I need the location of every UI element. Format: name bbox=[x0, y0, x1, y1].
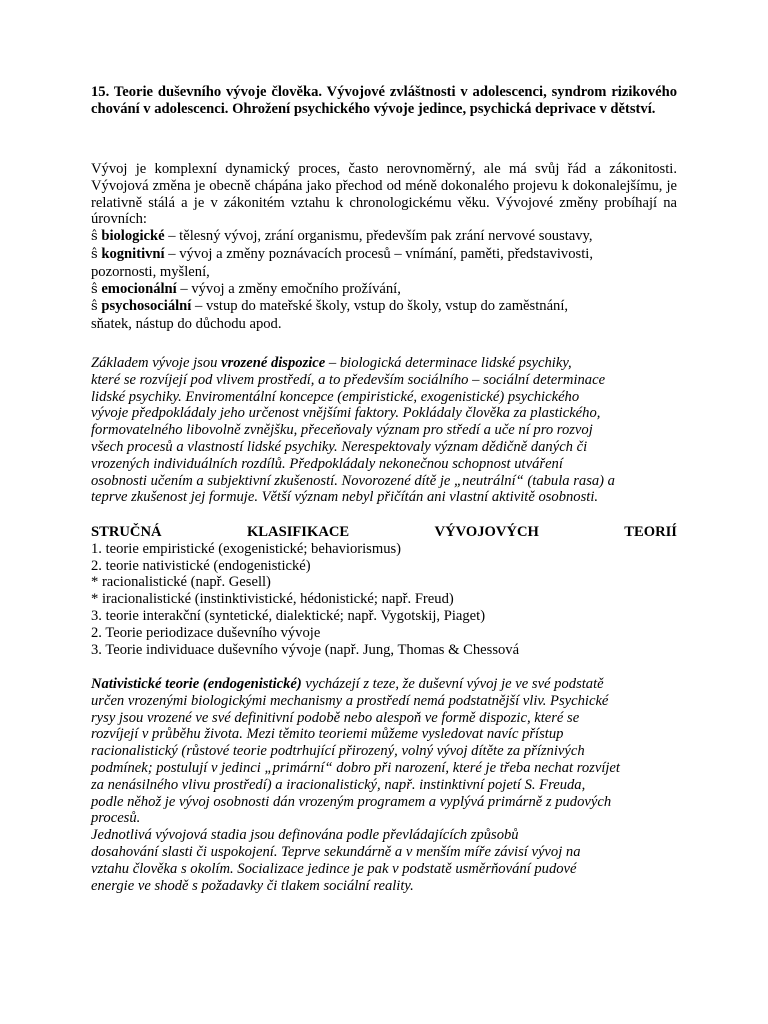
nativisticke-line: racionalistický (růstové teorie podtrhující přirozený, volný vývoj dítěte za příznivých bbox=[91, 743, 585, 760]
nativisticke-line: podle něhož je vývoj osobnosti dán vrozeným programem a vyplývá primárně z pudových bbox=[91, 793, 612, 810]
klasifikace-item: * racionalistické (např. Gesell) bbox=[91, 574, 271, 591]
intro-section bbox=[91, 161, 677, 333]
level-continuation: sňatek, nástup do důchodu apod. bbox=[91, 316, 282, 333]
development-levels-list bbox=[91, 228, 677, 333]
nativisticke-line: rozvíjejí v průběhu života. Mezi těmito teoriemi můžeme vysledovat navíc přístup bbox=[91, 726, 564, 743]
nativisticke-line: vztahu člověka s okolím. Socializace jedince je pak v podstatě usměrňování pudové bbox=[91, 860, 577, 877]
klasifikace-item: 2. Teorie periodizace duševního vývoje bbox=[91, 624, 321, 641]
nativisticke-lines bbox=[91, 693, 677, 895]
dispozice-paragraph bbox=[91, 355, 677, 506]
level-desc: – vývoj a změny poznávacích procesů – vnímání, paměti, představivosti, bbox=[164, 245, 593, 262]
nativisticke-line: procesů. bbox=[91, 810, 141, 827]
klasifikace-item: 2. teorie nativistické (endogenistické) bbox=[91, 557, 311, 574]
dispozice-line: které se rozvíjejí pod vlivem prostředí, a to především sociálního – sociální determinace bbox=[91, 371, 606, 388]
level-desc: – tělesný vývoj, zrání organismu, především pak zrání nervové soustavy, bbox=[164, 228, 593, 245]
nativisticke-line: za nenásilného vlivu prostředí) a iracionalistický, např. instinktivní pojetí S. Freuda, bbox=[91, 776, 586, 793]
nativisticke-paragraph bbox=[91, 676, 677, 894]
dispozice-lines bbox=[91, 372, 677, 506]
bullet-icon: ŝ bbox=[91, 299, 98, 315]
level-continuation: pozornosti, myšlení, bbox=[91, 263, 210, 280]
level-term: kognitivní bbox=[101, 245, 165, 262]
dispozice-line1-rest: – biologická determinace lidské psychiky, bbox=[325, 355, 572, 371]
intro-paragraph: Vývoj je komplexní dynamický proces, často nerovnoměrný, ale má svůj řád a zákonitosti. Vývojová změna je obecně chápána jako přechod od méně dokonalého projevu k dokonalejšímu, je relativně stálá a je v zákonitém vztahu k chronologickému věku. Vývojové změny probíhají na úrovních: bbox=[91, 161, 677, 228]
dispozice-line: vývoje předpokládaly jeho určenost vnějšími faktory. Pokládaly člověka za plastického, bbox=[91, 405, 601, 422]
klasifikace-title-word: STRUČNÁ bbox=[91, 524, 162, 540]
nativisticke-term: Nativistické teorie (endogenistické) bbox=[91, 676, 302, 692]
nativisticke-line: rysy jsou vrozené ve své definitivní podobě nebo alespoň ve formě dispozic, které se bbox=[91, 709, 580, 726]
section-heading: 15. Teorie duševního vývoje člověka. Vývojové zvláštnosti v adolescenci, syndrom rizikového chování v adolescenci. Ohrožení psychického vývoje jedince, psychická deprivace v dětství. bbox=[91, 84, 677, 117]
nativisticke-line: Jednotlivá vývojová stadia jsou definována podle převládajících způsobů bbox=[91, 827, 519, 844]
level-item bbox=[91, 246, 677, 264]
dispozice-term: vrozené dispozice bbox=[221, 355, 326, 371]
level-term: psychosociální bbox=[101, 298, 192, 315]
dispozice-line: osobnosti učením a subjektivní zkušeností. Novorozené dítě je „neutrální“ (tabula rasa) a bbox=[91, 472, 615, 489]
bullet-icon: ŝ bbox=[91, 281, 98, 297]
nativisticke-first-line bbox=[91, 676, 677, 693]
klasifikace-item: 3. teorie interakční (syntetické, dialektické; např. Vygotskij, Piaget) bbox=[91, 607, 486, 624]
dispozice-first-line bbox=[91, 355, 677, 372]
level-item bbox=[91, 228, 677, 246]
bullet-icon: ŝ bbox=[91, 246, 98, 262]
dispozice-line: všech procesů a vlastností lidské psychiky. Nerespektovaly význam dědičně daných či bbox=[91, 438, 588, 455]
level-term: biologické bbox=[101, 228, 165, 245]
level-item bbox=[91, 281, 677, 299]
klasifikace-item: 1. teorie empiristické (exogenistické; behaviorismus) bbox=[91, 540, 402, 557]
klasifikace-title-word: VÝVOJOVÝCH bbox=[434, 524, 539, 540]
klasifikace-title bbox=[91, 524, 677, 541]
level-item bbox=[91, 298, 677, 316]
dispozice-lead: Základem vývoje jsou bbox=[91, 355, 222, 371]
nativisticke-line: energie ve shodě s požadavky či tlakem sociální reality. bbox=[91, 877, 414, 894]
klasifikace-list bbox=[91, 541, 677, 659]
dispozice-line: teprve zkušenost jej formuje. Větší význam nebyl přičítán ani vlastní aktivitě osobnosti. bbox=[91, 489, 599, 506]
dispozice-line: lidské psychiky. Enviromentální koncepce (empiristické, exogenistické) psychického bbox=[91, 388, 580, 405]
nativisticke-line: dosahování slasti či uspokojení. Teprve sekundárně a v menším míře závisí vývoj na bbox=[91, 843, 581, 860]
level-desc: – vstup do mateřské školy, vstup do školy, vstup do zaměstnání, bbox=[191, 298, 569, 315]
nativisticke-line1-rest: vycházejí z teze, že duševní vývoj je ve své podstatě bbox=[301, 676, 604, 692]
klasifikace-title-word: TEORIÍ bbox=[624, 524, 677, 540]
nativisticke-line: podmínek; postulují v jedinci „primární“ dobro při narození, které je třeba nechat rozvíjet bbox=[91, 759, 620, 776]
level-term: emocionální bbox=[101, 280, 177, 297]
klasifikace-title-word: KLASIFIKACE bbox=[246, 524, 350, 540]
bullet-icon: ŝ bbox=[91, 229, 98, 245]
klasifikace-section bbox=[91, 524, 677, 658]
level-desc: – vývoj a změny emočního prožívání, bbox=[176, 280, 401, 297]
nativisticke-line: určen vrozenými biologickými mechanismy a prostředí nemá podstatnější vliv. Psychické bbox=[91, 692, 609, 709]
klasifikace-item: 3. Teorie individuace duševního vývoje (např. Jung, Thomas & Chessová bbox=[91, 641, 520, 658]
dispozice-line: vrozených individuálních rozdílů. Předpokládaly nekonečnou schopnost utváření bbox=[91, 455, 563, 472]
dispozice-line: formovatelného libovolně zvnějšku, přeceňovaly význam pro středí a uče ní pro rozvoj bbox=[91, 422, 593, 439]
klasifikace-item: * iracionalistické (instinktivistické, hédonistické; např. Freud) bbox=[91, 591, 454, 608]
